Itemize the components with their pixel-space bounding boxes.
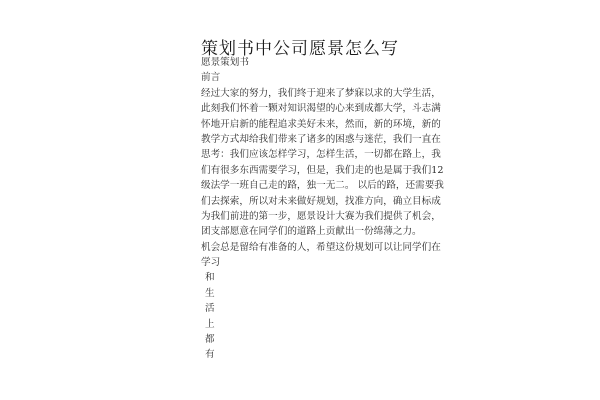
preface-heading: 前言 (201, 72, 221, 84)
paragraph-line: 学习 (201, 257, 221, 269)
section-heading: 愿景策划书 (201, 57, 249, 68)
paragraph-line: 机会总是留给有准备的人，希望这份规划可以让同学们在 (201, 241, 441, 253)
paragraph-line: 思考：我们应该怎样学习，怎样生活，一切都在路上，我 (201, 149, 441, 161)
paragraph-line: 团支部愿意在同学们的道路上贡献出一份绵薄之力。 (201, 226, 422, 238)
paragraph-line: 们有很多东西需要学习，但是，我们走的也是属于我们12 (201, 164, 444, 176)
vertical-char: 都 (205, 334, 215, 346)
vertical-char: 活 (205, 303, 215, 315)
paragraph-line: 教学方式却给我们带来了诸多的困惑与迷茫，我们一直在 (201, 133, 441, 145)
vertical-char: 上 (205, 318, 215, 330)
paragraph-line: 怀地开启新的能程追求美好未来，然而，新的环境，新的 (201, 118, 441, 130)
vertical-char: 有 (205, 349, 215, 361)
vertical-char: 和 (205, 272, 215, 284)
paragraph-line: 级法学一班自己走的路，独一无二。 以后的路，还需要我 (201, 180, 444, 192)
paragraph-line: 们去探索，所以对未来做好规划，找准方向，确立目标成 (201, 195, 441, 207)
paragraph-line: 此刻我们怀着一颗对知识渴望的心来到成都大学，斗志满 (201, 103, 441, 115)
vertical-char: 生 (205, 287, 215, 299)
paragraph-line: 经过大家的努力，我们终于迎来了梦寐以求的大学生活， (201, 87, 441, 99)
paragraph-line: 为我们前进的第一步，愿景设计大赛为我们提供了机会， (201, 210, 441, 222)
document-body (201, 55, 444, 363)
document-title: 策划书中公司愿景怎么写 (201, 39, 399, 59)
